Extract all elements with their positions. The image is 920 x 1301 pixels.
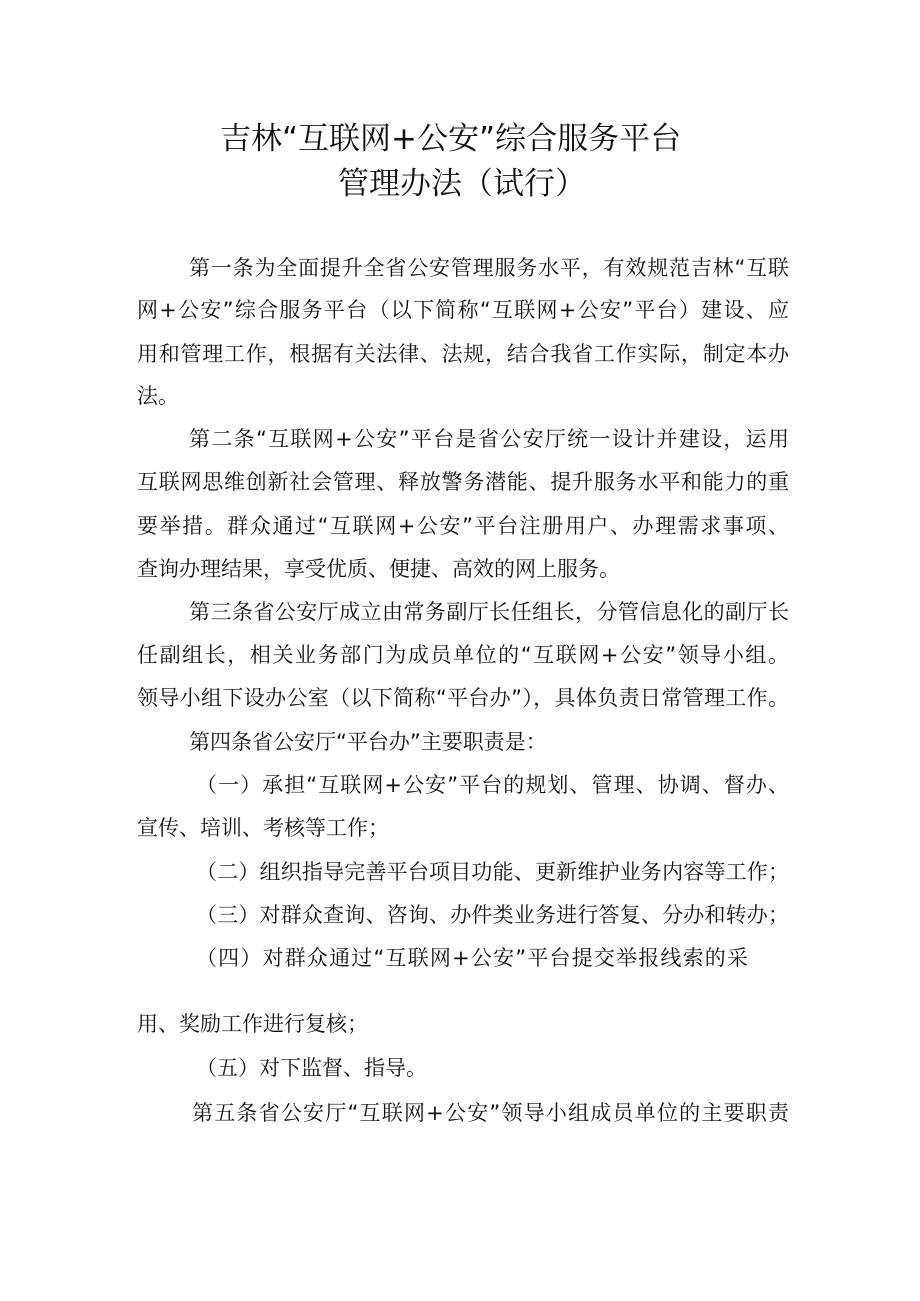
article-2-line-3: 要举措。群众通过“互联网+公安”平台注册用户、办理需求事项、 bbox=[137, 514, 789, 538]
document-title-line-1: 吉林“互联网+公安”综合服务平台 bbox=[220, 121, 682, 157]
document-title-line-2: 管理办法（试行） bbox=[338, 166, 586, 202]
article-4-item-2: （二）组织指导完善平台项目功能、更新维护业务内容等工作； bbox=[196, 860, 789, 884]
article-4-item-1-line-1: （一）承担“互联网+公安”平台的规划、管理、协调、督办、 bbox=[196, 773, 789, 797]
article-4-heading: 第四条省公安厅“平台办”主要职责是： bbox=[189, 730, 547, 754]
article-1-line-1: 第一条为全面提升全省公安管理服务水平，有效规范吉林“互联 bbox=[189, 256, 789, 280]
article-4-item-4-line-2: 用、奖励工作进行复核； bbox=[137, 1012, 368, 1036]
article-4-item-5: （五）对下监督、指导。 bbox=[196, 1056, 427, 1080]
article-2-line-2: 互联网思维创新社会管理、释放警务潜能、提升服务水平和能力的重 bbox=[137, 470, 789, 494]
article-4-item-3: （三）对群众查询、咨询、办件类业务进行答复、分办和转办； bbox=[196, 903, 789, 927]
article-3-line-1: 第三条省公安厅成立由常务副厅长任组长，分管信息化的副厅长 bbox=[189, 600, 789, 624]
article-4-item-4-line-1: （四）对群众通过“互联网+公安”平台提交举报线索的采 bbox=[196, 946, 748, 970]
article-4-item-1-line-2: 宣传、培训、考核等工作； bbox=[137, 816, 389, 840]
article-5-line-1: 第五条省公安厅“互联网+公安”领导小组成员单位的主要职责 bbox=[192, 1101, 789, 1125]
article-3-line-2: 任副组长，相关业务部门为成员单位的“互联网+公安”领导小组。 bbox=[137, 643, 789, 667]
article-3-line-3: 领导小组下设办公室（以下简称“平台办”），具体负责日常管理工作。 bbox=[137, 686, 789, 710]
article-1-line-2: 网+公安”综合服务平台（以下简称“互联网+公安”平台）建设、应 bbox=[137, 298, 789, 322]
article-2-line-1: 第二条“互联网+公安”平台是省公安厅统一设计并建设，运用 bbox=[189, 427, 789, 451]
article-1-line-4: 法。 bbox=[137, 384, 179, 408]
article-2-line-4: 查询办理结果，享受优质、便捷、高效的网上服务。 bbox=[137, 557, 620, 581]
article-1-line-3: 用和管理工作，根据有关法律、法规，结合我省工作实际，制定本办 bbox=[137, 342, 789, 366]
